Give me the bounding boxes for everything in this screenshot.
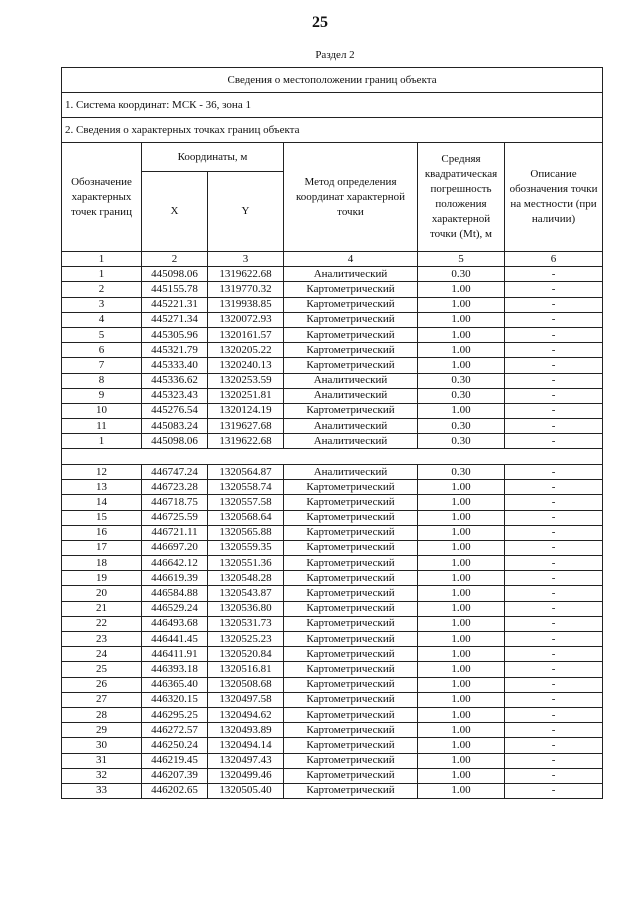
- description: -: [505, 312, 603, 327]
- coordinate-system: 1. Система координат: МСК - 36, зона 1: [62, 93, 603, 118]
- coord-x: 445323.43: [142, 388, 208, 403]
- coord-y: 1320559.35: [208, 540, 284, 555]
- description: -: [505, 783, 603, 798]
- table-row: [62, 510, 603, 525]
- header-error: Средняя квадратическая погрешность положения характерной точки (Mt), м: [418, 143, 505, 252]
- column-number: 1: [62, 252, 142, 267]
- point-number: 5: [62, 327, 142, 342]
- coord-x: 446219.45: [142, 753, 208, 768]
- method: Картометрический: [284, 662, 418, 677]
- error-mt: 1.00: [418, 495, 505, 510]
- table-row: [62, 282, 603, 297]
- method: Аналитический: [284, 267, 418, 282]
- coord-x: 446441.45: [142, 632, 208, 647]
- coord-x: 446619.39: [142, 571, 208, 586]
- coord-y: 1319938.85: [208, 297, 284, 312]
- coord-x: 446725.59: [142, 510, 208, 525]
- table-row: [62, 662, 603, 677]
- table-row: [62, 327, 603, 342]
- table-row: [62, 358, 603, 373]
- coord-x: 446295.25: [142, 707, 208, 722]
- method: Аналитический: [284, 388, 418, 403]
- coord-x: 446584.88: [142, 586, 208, 601]
- error-mt: 1.00: [418, 662, 505, 677]
- coord-x: 446718.75: [142, 495, 208, 510]
- point-number: 3: [62, 297, 142, 312]
- coord-y: 1320557.58: [208, 495, 284, 510]
- description: -: [505, 403, 603, 418]
- method: Картометрический: [284, 586, 418, 601]
- coord-y: 1320505.40: [208, 783, 284, 798]
- error-mt: 1.00: [418, 358, 505, 373]
- error-mt: 0.30: [418, 388, 505, 403]
- point-number: 33: [62, 783, 142, 798]
- method: Картометрический: [284, 312, 418, 327]
- point-number: 19: [62, 571, 142, 586]
- coord-y: 1320543.87: [208, 586, 284, 601]
- column-number-row: [62, 252, 603, 267]
- description: -: [505, 343, 603, 358]
- description: -: [505, 707, 603, 722]
- contour-separator: [62, 449, 603, 465]
- method: Картометрический: [284, 510, 418, 525]
- coord-x: 446529.24: [142, 601, 208, 616]
- coord-x: 446721.11: [142, 525, 208, 540]
- error-mt: 1.00: [418, 783, 505, 798]
- method: Картометрический: [284, 723, 418, 738]
- table-row: [62, 753, 603, 768]
- description: -: [505, 419, 603, 434]
- error-mt: 1.00: [418, 601, 505, 616]
- column-number: 2: [142, 252, 208, 267]
- coord-y: 1320497.58: [208, 692, 284, 707]
- table-row: [62, 464, 603, 479]
- coord-x: 446272.57: [142, 723, 208, 738]
- header-method: Метод определения координат характерной точки: [284, 143, 418, 252]
- error-mt: 0.30: [418, 464, 505, 479]
- description: -: [505, 540, 603, 555]
- coordinate-system-row: [62, 93, 603, 118]
- method: Картометрический: [284, 327, 418, 342]
- coord-x: 445276.54: [142, 403, 208, 418]
- error-mt: 1.00: [418, 510, 505, 525]
- description: -: [505, 753, 603, 768]
- method: Картометрический: [284, 707, 418, 722]
- coord-x: 445221.31: [142, 297, 208, 312]
- coord-y: 1320551.36: [208, 556, 284, 571]
- point-number: 24: [62, 647, 142, 662]
- description: -: [505, 297, 603, 312]
- coord-y: 1320565.88: [208, 525, 284, 540]
- description: -: [505, 723, 603, 738]
- method: Картометрический: [284, 632, 418, 647]
- point-number: 32: [62, 768, 142, 783]
- method: Картометрический: [284, 768, 418, 783]
- description: -: [505, 358, 603, 373]
- method: Картометрический: [284, 282, 418, 297]
- description: -: [505, 464, 603, 479]
- coord-x: 445333.40: [142, 358, 208, 373]
- point-number: 16: [62, 525, 142, 540]
- point-number: 18: [62, 556, 142, 571]
- coord-y: 1320240.13: [208, 358, 284, 373]
- description: -: [505, 647, 603, 662]
- table-row: [62, 403, 603, 418]
- description: -: [505, 556, 603, 571]
- table-row: [62, 525, 603, 540]
- point-number: 30: [62, 738, 142, 753]
- point-number: 23: [62, 632, 142, 647]
- error-mt: 1.00: [418, 632, 505, 647]
- contour-separator-row: [62, 449, 603, 465]
- method: Картометрический: [284, 556, 418, 571]
- error-mt: 1.00: [418, 723, 505, 738]
- error-mt: 1.00: [418, 586, 505, 601]
- table-row: [62, 343, 603, 358]
- table-row: [62, 738, 603, 753]
- section-label: Раздел 2: [315, 49, 355, 61]
- coord-y: 1320548.28: [208, 571, 284, 586]
- error-mt: 1.00: [418, 768, 505, 783]
- error-mt: 1.00: [418, 753, 505, 768]
- header-description: Описание обозначения точки на местности (при наличии): [505, 143, 603, 252]
- table-row: [62, 373, 603, 388]
- point-number: 14: [62, 495, 142, 510]
- coord-x: 446365.40: [142, 677, 208, 692]
- coord-y: 1320205.22: [208, 343, 284, 358]
- description: -: [505, 768, 603, 783]
- error-mt: 1.00: [418, 480, 505, 495]
- table-row: [62, 692, 603, 707]
- description: -: [505, 327, 603, 342]
- description: -: [505, 616, 603, 631]
- coord-y: 1320558.74: [208, 480, 284, 495]
- description: -: [505, 388, 603, 403]
- description: -: [505, 373, 603, 388]
- description: -: [505, 662, 603, 677]
- table-row: [62, 571, 603, 586]
- points-heading-row: [62, 118, 603, 143]
- column-number: 5: [418, 252, 505, 267]
- header-coordinates: Координаты, м: [142, 143, 284, 172]
- description: -: [505, 510, 603, 525]
- description: -: [505, 495, 603, 510]
- error-mt: 1.00: [418, 297, 505, 312]
- coord-x: 446250.24: [142, 738, 208, 753]
- error-mt: 1.00: [418, 571, 505, 586]
- boundary-points-table: [61, 67, 603, 799]
- coord-y: 1319622.68: [208, 434, 284, 449]
- method: Аналитический: [284, 373, 418, 388]
- coord-x: 446393.18: [142, 662, 208, 677]
- coord-y: 1320531.73: [208, 616, 284, 631]
- point-number: 17: [62, 540, 142, 555]
- error-mt: 1.00: [418, 343, 505, 358]
- description: -: [505, 434, 603, 449]
- coord-x: 446493.68: [142, 616, 208, 631]
- coord-x: 446642.12: [142, 556, 208, 571]
- method: Картометрический: [284, 647, 418, 662]
- table-row: [62, 297, 603, 312]
- description: -: [505, 282, 603, 297]
- point-number: 27: [62, 692, 142, 707]
- coord-y: 1320494.14: [208, 738, 284, 753]
- table-row: [62, 783, 603, 798]
- method: Картометрический: [284, 783, 418, 798]
- error-mt: 1.00: [418, 692, 505, 707]
- coord-y: 1320251.81: [208, 388, 284, 403]
- error-mt: 0.30: [418, 373, 505, 388]
- column-number: 4: [284, 252, 418, 267]
- coord-x: 445098.06: [142, 267, 208, 282]
- point-number: 13: [62, 480, 142, 495]
- table-row: [62, 540, 603, 555]
- method: Картометрический: [284, 525, 418, 540]
- point-number: 26: [62, 677, 142, 692]
- table-row: [62, 723, 603, 738]
- error-mt: 1.00: [418, 327, 505, 342]
- error-mt: 1.00: [418, 312, 505, 327]
- table-row: [62, 647, 603, 662]
- point-number: 28: [62, 707, 142, 722]
- point-number: 6: [62, 343, 142, 358]
- coord-y: 1320520.84: [208, 647, 284, 662]
- coord-x: 445155.78: [142, 282, 208, 297]
- table-row: [62, 586, 603, 601]
- description: -: [505, 738, 603, 753]
- coord-y: 1319627.68: [208, 419, 284, 434]
- method: Картометрический: [284, 358, 418, 373]
- method: Картометрический: [284, 616, 418, 631]
- point-number: 9: [62, 388, 142, 403]
- point-number: 20: [62, 586, 142, 601]
- coord-x: 445336.62: [142, 373, 208, 388]
- error-mt: 1.00: [418, 616, 505, 631]
- table-row: [62, 601, 603, 616]
- page-number: 25: [312, 14, 328, 31]
- coord-y: 1319770.32: [208, 282, 284, 297]
- table-row: [62, 677, 603, 692]
- table-row: [62, 616, 603, 631]
- error-mt: 0.30: [418, 434, 505, 449]
- error-mt: 1.00: [418, 525, 505, 540]
- table-title-row: [62, 68, 603, 93]
- coord-y: 1320253.59: [208, 373, 284, 388]
- coord-x: 446320.15: [142, 692, 208, 707]
- description: -: [505, 480, 603, 495]
- method: Картометрический: [284, 297, 418, 312]
- header-point-designation: Обозначение характерных точек границ: [62, 143, 142, 252]
- coord-y: 1320516.81: [208, 662, 284, 677]
- description: -: [505, 601, 603, 616]
- coord-x: 446411.91: [142, 647, 208, 662]
- table-row: [62, 480, 603, 495]
- error-mt: 1.00: [418, 556, 505, 571]
- coord-y: 1320497.43: [208, 753, 284, 768]
- method: Аналитический: [284, 434, 418, 449]
- method: Аналитический: [284, 464, 418, 479]
- points-heading: 2. Сведения о характерных точках границ объекта: [62, 118, 603, 143]
- coord-x: 445083.24: [142, 419, 208, 434]
- description: -: [505, 267, 603, 282]
- table-row: [62, 267, 603, 282]
- error-mt: 1.00: [418, 707, 505, 722]
- table-row: [62, 495, 603, 510]
- method: Аналитический: [284, 419, 418, 434]
- coord-y: 1320568.64: [208, 510, 284, 525]
- method: Картометрический: [284, 403, 418, 418]
- method: Картометрический: [284, 343, 418, 358]
- coord-y: 1320536.80: [208, 601, 284, 616]
- column-number: 3: [208, 252, 284, 267]
- point-number: 29: [62, 723, 142, 738]
- method: Картометрический: [284, 571, 418, 586]
- coord-x: 445321.79: [142, 343, 208, 358]
- point-number: 7: [62, 358, 142, 373]
- coord-y: 1320124.19: [208, 403, 284, 418]
- header-x: X: [142, 172, 208, 252]
- method: Картометрический: [284, 601, 418, 616]
- point-number: 21: [62, 601, 142, 616]
- table-row: [62, 556, 603, 571]
- point-number: 31: [62, 753, 142, 768]
- method: Картометрический: [284, 540, 418, 555]
- error-mt: 1.00: [418, 738, 505, 753]
- table-row: [62, 434, 603, 449]
- error-mt: 1.00: [418, 677, 505, 692]
- header-row-1: [62, 143, 603, 172]
- point-number: 11: [62, 419, 142, 434]
- error-mt: 0.30: [418, 419, 505, 434]
- table-title: Сведения о местоположении границ объекта: [62, 68, 603, 93]
- coord-y: 1320493.89: [208, 723, 284, 738]
- coord-x: 446202.65: [142, 783, 208, 798]
- column-number: 6: [505, 252, 603, 267]
- point-number: 12: [62, 464, 142, 479]
- description: -: [505, 525, 603, 540]
- coord-y: 1320494.62: [208, 707, 284, 722]
- coord-x: 446697.20: [142, 540, 208, 555]
- table-row: [62, 707, 603, 722]
- error-mt: 1.00: [418, 647, 505, 662]
- point-number: 25: [62, 662, 142, 677]
- table-row: [62, 312, 603, 327]
- coord-y: 1320508.68: [208, 677, 284, 692]
- description: -: [505, 571, 603, 586]
- coord-x: 445305.96: [142, 327, 208, 342]
- table-row: [62, 768, 603, 783]
- point-number: 2: [62, 282, 142, 297]
- coord-y: 1320161.57: [208, 327, 284, 342]
- header-y: Y: [208, 172, 284, 252]
- table-row: [62, 419, 603, 434]
- method: Картометрический: [284, 677, 418, 692]
- method: Картометрический: [284, 753, 418, 768]
- description: -: [505, 586, 603, 601]
- coord-x: 446747.24: [142, 464, 208, 479]
- coord-y: 1319622.68: [208, 267, 284, 282]
- coord-y: 1320072.93: [208, 312, 284, 327]
- error-mt: 1.00: [418, 403, 505, 418]
- method: Картометрический: [284, 738, 418, 753]
- table-row: [62, 388, 603, 403]
- method: Картометрический: [284, 495, 418, 510]
- coord-x: 445271.34: [142, 312, 208, 327]
- point-number: 15: [62, 510, 142, 525]
- point-number: 1: [62, 267, 142, 282]
- coord-x: 446723.28: [142, 480, 208, 495]
- error-mt: 1.00: [418, 282, 505, 297]
- point-number: 8: [62, 373, 142, 388]
- description: -: [505, 677, 603, 692]
- coord-x: 445098.06: [142, 434, 208, 449]
- error-mt: 0.30: [418, 267, 505, 282]
- method: Картометрический: [284, 480, 418, 495]
- error-mt: 1.00: [418, 540, 505, 555]
- description: -: [505, 632, 603, 647]
- point-number: 22: [62, 616, 142, 631]
- description: -: [505, 692, 603, 707]
- table-row: [62, 632, 603, 647]
- coord-y: 1320525.23: [208, 632, 284, 647]
- point-number: 4: [62, 312, 142, 327]
- coord-y: 1320499.46: [208, 768, 284, 783]
- point-number: 10: [62, 403, 142, 418]
- coord-y: 1320564.87: [208, 464, 284, 479]
- point-number: 1: [62, 434, 142, 449]
- coord-x: 446207.39: [142, 768, 208, 783]
- method: Картометрический: [284, 692, 418, 707]
